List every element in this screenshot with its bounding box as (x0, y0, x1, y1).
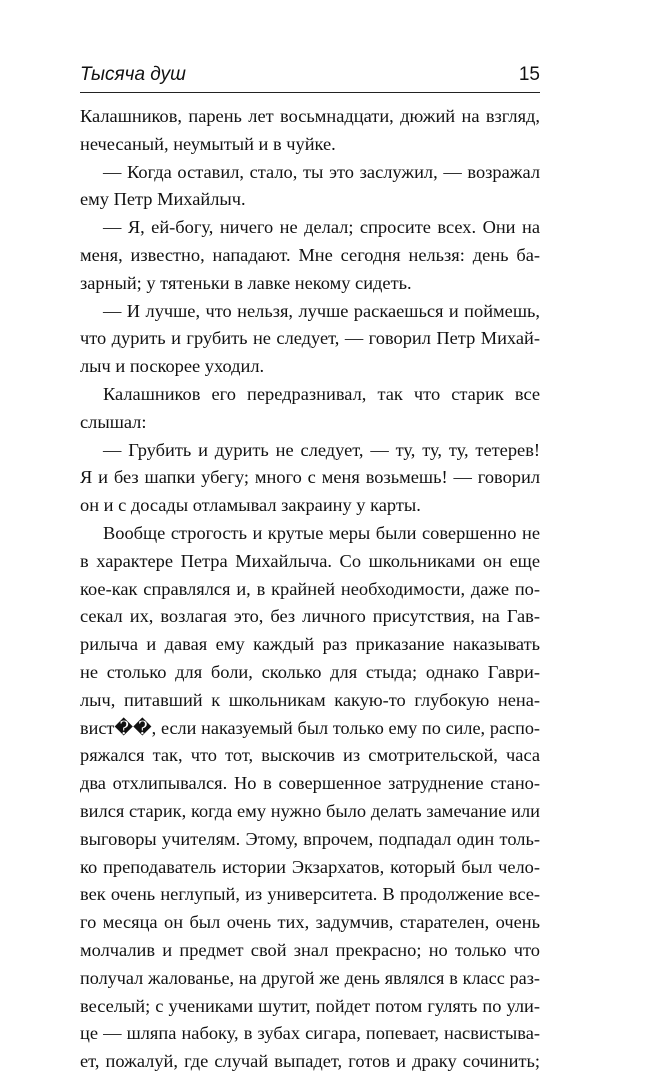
text-line: ряжался так, что тот, выскочив из смотрительской, часа (80, 745, 540, 766)
text-line: — Когда оставил, стало, ты это заслужил, — возражал (103, 161, 540, 182)
text-line: рилыча и давая ему каждый раз приказание наказывать (80, 634, 540, 655)
running-header (80, 62, 540, 94)
text-line: лыч, питавший к школьникам какую-то глубокую нена- (80, 689, 540, 710)
text-line: лыч и поскорее уходил. (80, 356, 265, 377)
text-line: Вообще строгость и крутые меры были совершенно не (103, 522, 540, 543)
page-number: 15 (518, 64, 540, 85)
text-line: он и с досады отламывал закраину у карты. (80, 495, 421, 516)
text-line: не столько для боли, сколько для стыда; однако Гаври- (80, 661, 540, 682)
text-line: молчалив и предмет свой знал прекрасно; но только что (80, 939, 540, 960)
text-line: — Я, ей-богу, ничего не делал; спросите всех. Они на (103, 217, 540, 238)
text-line: кое-как справлялся и, в крайней необходимости, даже по- (80, 578, 540, 599)
text-line: выговоры учителям. Этому, впрочем, подпадал один толь- (80, 828, 540, 849)
text-line: два отхлипывался. Но в совершенное затруднение стано- (80, 773, 540, 794)
text-line: меня, известно, нападают. Мне сегодня нельзя: день ба- (80, 244, 540, 265)
text-line: вист��, если наказуемый был только ему по силе, распо- (80, 717, 540, 738)
text-line: вился старик, когда ему нужно было делать замечание или (80, 800, 540, 821)
text-line: ему Петр Михайлыч. (80, 189, 246, 210)
text-line: — И лучше, что нельзя, лучше раскаешься и поймешь, (103, 300, 540, 321)
text-line: нечесаный, неумытый и в чуйке. (80, 133, 336, 154)
text-line: в характере Петра Михайлыча. Со школьниками он еще (80, 550, 540, 571)
body-text (80, 103, 540, 1076)
text-line: Калашников, парень лет восьмнадцати, дюжий на взгляд, (80, 106, 540, 126)
text-line: — Грубить и дурить не следует, — ту, ту, ту, тетерев! (103, 439, 540, 460)
text-line: Калашников его передразнивал, так что старик все (103, 383, 540, 404)
text-line: секал их, возлагая это, без личного присутствия, на Гав- (80, 606, 540, 627)
text-line: что дурить и грубить не следует, — говорил Петр Михай- (80, 328, 540, 349)
header-rule (80, 92, 540, 93)
text-line: зарный; у тятеньки в лавке некому сидеть. (80, 272, 412, 293)
text-line: веселый; с учениками шутит, пойдет потом гулять по ули- (80, 995, 540, 1016)
text-line: го месяца он был очень тих, задумчив, старателен, очень (80, 912, 540, 933)
running-title: Тысяча душ (80, 64, 186, 85)
text-line: це — шляпа набоку, в зубах сигара, попевает, насвистыва- (80, 1023, 540, 1044)
text-line: Я и без шапки убегу; много с меня возьмешь! — говорил (80, 467, 540, 488)
text-line: ко преподаватель истории Экзархатов, который был чело- (80, 856, 540, 877)
text-line: слышал: (80, 411, 147, 432)
text-line: получал жалованье, на другой же день являлся в класс раз- (80, 967, 540, 988)
text-line: век очень неглупый, из университета. В продолжение все- (80, 884, 540, 905)
text-line: ет, пожалуй, где случай выпадет, готов и драку сочинить; (80, 1051, 540, 1072)
